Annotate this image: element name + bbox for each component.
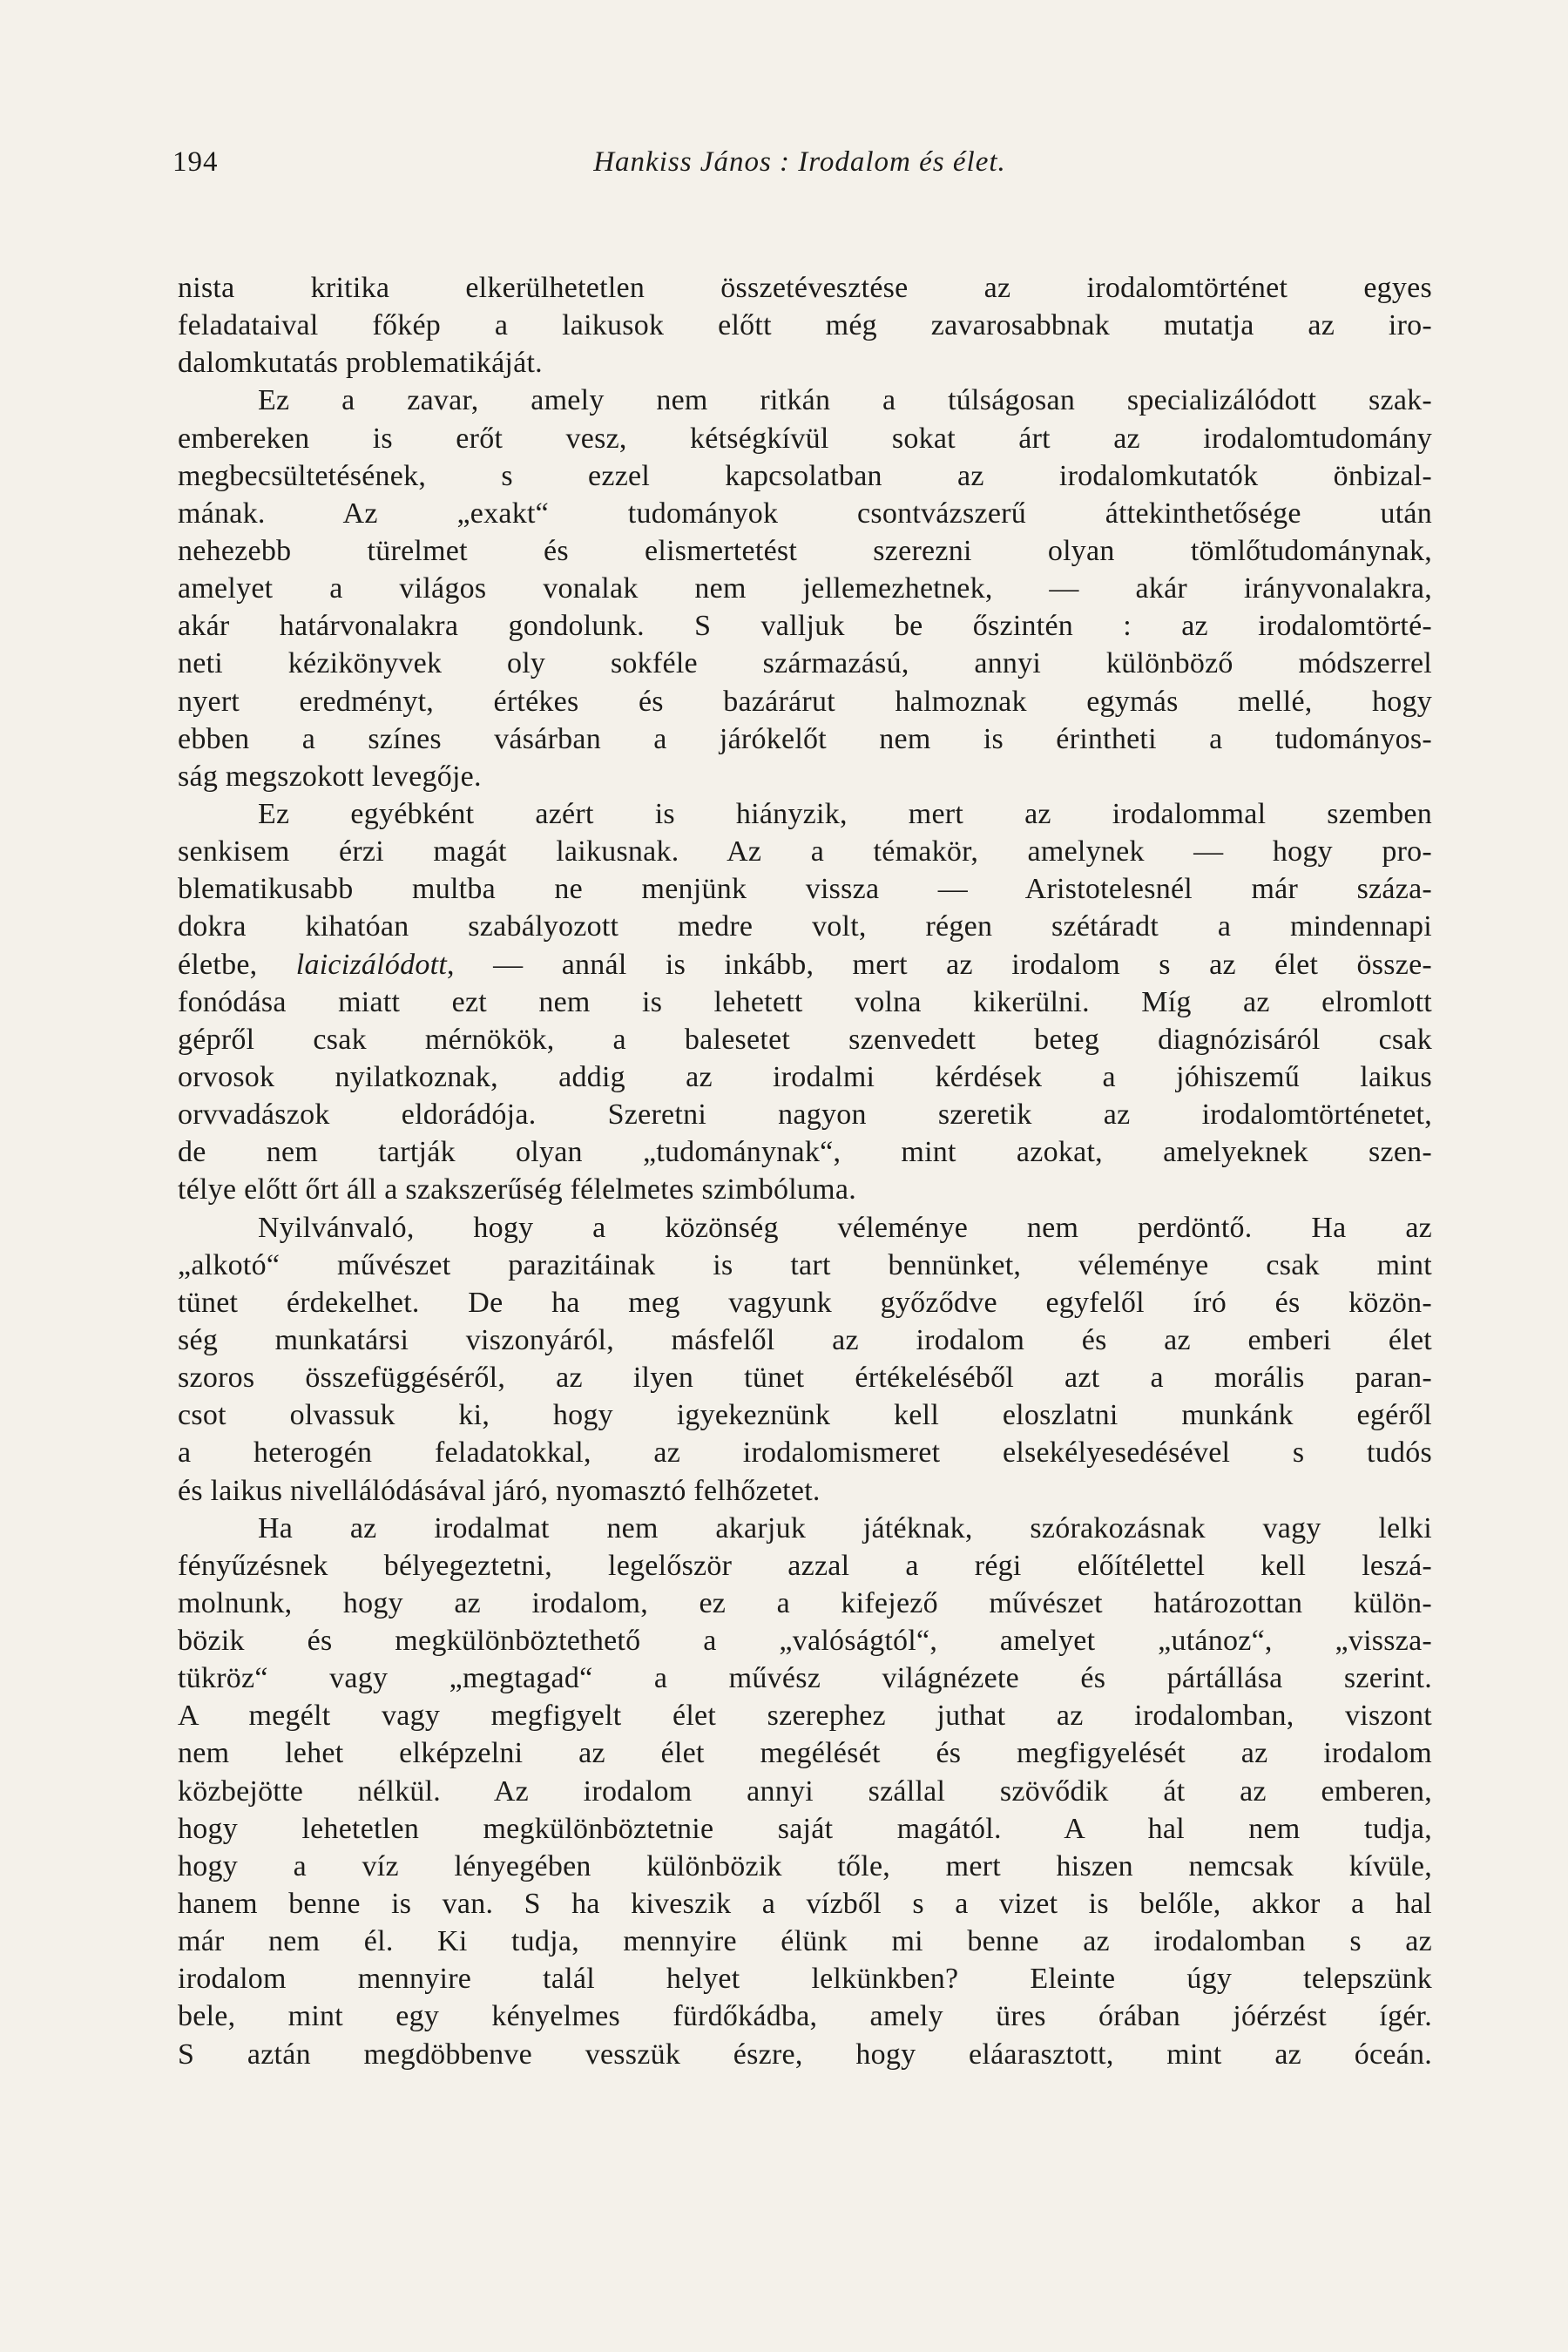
text-line: fényűzésnek bélyegeztetni, legelőször azzal a régi előítélettel kell leszá-: [178, 1549, 1432, 1582]
text-line: nyert eredményt, értékes és bazárárut halmoznak egymás mellé, hogy: [178, 685, 1432, 718]
text-line: amelyet a világos vonalak nem jellemezhetnek, — akár irányvonalakra,: [178, 572, 1432, 605]
text-line: S aztán megdöbbenve vesszük észre, hogy eláarasztott, mint az óceán.: [178, 2038, 1432, 2071]
text-line: irodalom mennyire talál helyet lelkünkben? Eleinte úgy telepszünk: [178, 1963, 1432, 1996]
text-line: ebben a színes vásárban a járókelőt nem is érintheti a tudományos-: [178, 722, 1432, 755]
text-line: hogy lehetetlen megkülönböztetnie saját magától. A hal nem tudja,: [178, 1812, 1432, 1845]
body-text: [178, 269, 1432, 2073]
text-line: nista kritika elkerülhetetlen összetévesztése az irodalomtörténet egyes: [178, 272, 1432, 304]
text-line: orvvadászok eldorádója. Szeretni nagyon szeretik az irodalomtörténetet,: [178, 1098, 1432, 1132]
text-line: bele, mint egy kényelmes fürdőkádba, amely üres órában jóérzést ígér.: [178, 2000, 1432, 2033]
text-line: nehezebb türelmet és elismertetést szerezni olyan tömlőtudománynak,: [178, 534, 1432, 567]
text-line: feladataival főkép a laikusok előtt még zavarosabbnak mutatja az iro-: [178, 309, 1432, 342]
text-line: dokra kihatóan szabályozott medre volt, régen szétáradt a mindennapi: [178, 910, 1432, 943]
page-number: 194: [172, 146, 219, 178]
text-line: már nem él. Ki tudja, mennyire élünk mi benne az irodalomban s az: [178, 1925, 1432, 1958]
text-line: molnunk, hogy az irodalom, ez a kifejező művészet határozottan külön-: [178, 1586, 1432, 1619]
running-title: Hankiss János : Irodalom és élet.: [593, 146, 1006, 178]
text-line: megbecsültetésének, s ezzel kapcsolatban az irodalomkutatók önbizal-: [178, 459, 1432, 492]
text-line: közbejötte nélkül. Az irodalom annyi szállal szövődik át az emberen,: [178, 1774, 1432, 1808]
text-line: gépről csak mérnökök, a balesetet szenvedett beteg diagnózisáról csak: [178, 1023, 1432, 1056]
text-line: neti kézikönyvek oly sokféle származású, annyi különböző módszerrel: [178, 647, 1432, 680]
text-line: fonódása miatt ezt nem is lehetett volna kikerülni. Míg az elromlott: [178, 985, 1432, 1018]
emphasized-word: laicizálódott: [295, 948, 448, 981]
text-line: „alkotó“ művészet parazitáinak is tart bennünket, véleménye csak mint: [178, 1248, 1432, 1281]
text-line: Ha az irodalmat nem akarjuk játéknak, szórakozásnak vagy lelki: [258, 1511, 1432, 1544]
text-line: bözik és megkülönböztethető a „valóságtól“, amelyet „utánoz“, „vissza-: [178, 1625, 1432, 1658]
text-line: akár határvonalakra gondolunk. S valljuk be őszintén : az irodalomtörté-: [178, 610, 1432, 643]
text-line: tünet érdekelhet. De ha meg vagyunk győződve egyfelől író és közön-: [178, 1286, 1432, 1319]
text-line: mának. Az „exakt“ tudományok csontvázszerű áttekinthetősége után: [178, 497, 1432, 530]
text-line: dalomkutatás problematikáját.: [178, 347, 543, 380]
text-line: de nem tartják olyan „tudománynak“, mint azokat, amelyeknek szen-: [178, 1136, 1432, 1169]
text-line: orvosok nyilatkoznak, addig az irodalmi kérdések a jóhiszemű laikus: [178, 1060, 1432, 1093]
text-line: tükröz“ vagy „megtagad“ a művész világnézete és pártállása szerint.: [178, 1662, 1432, 1695]
text-line: ség munkatársi viszonyáról, másfelől az irodalom és az emberi élet: [178, 1323, 1432, 1356]
text-line: hogy a víz lényegében különbözik tőle, mert hiszen nemcsak kívüle,: [178, 1849, 1432, 1882]
text-line: embereken is erőt vesz, kétségkívül sokat árt az irodalomtudomány: [178, 422, 1432, 455]
text-line: Ez a zavar, amely nem ritkán a túlságosan specializálódott szak-: [258, 384, 1432, 417]
text-line: életbe, laicizálódott, — annál is inkább, mert az irodalom s az élet össze-: [178, 948, 1432, 981]
text-line: hanem benne is van. S ha kiveszik a vízből s a vizet is belőle, akkor a hal: [178, 1888, 1432, 1921]
text-line: szoros összefüggéséről, az ilyen tünet értékeléséből azt a morális paran-: [178, 1362, 1432, 1395]
text-line: Ez egyébként azért is hiányzik, mert az irodalommal szemben: [258, 797, 1432, 830]
text-line: A megélt vagy megfigyelt élet szerephez juthat az irodalomban, viszont: [178, 1700, 1432, 1733]
text-line: ság megszokott levegője.: [178, 760, 482, 793]
text-line: nem lehet elképzelni az élet megélését és megfigyelését az irodalom: [178, 1737, 1432, 1770]
text-line: csot olvassuk ki, hogy igyekeznünk kell eloszlatni munkánk egéről: [178, 1399, 1432, 1432]
page-header: [172, 146, 1427, 190]
text-line: a heterogén feladatokkal, az irodalomismeret elsekélyesedésével s tudós: [178, 1436, 1432, 1470]
text-line: Nyilvánvaló, hogy a közönség véleménye nem perdöntő. Ha az: [258, 1211, 1432, 1244]
text-line: blematikusabb multba ne menjünk vissza — Aristotelesnél már száza-: [178, 873, 1432, 906]
text-line: és laikus nivellálódásával járó, nyomasztó felhőzetet.: [178, 1474, 821, 1507]
text-line: télye előtt őrt áll a szakszerűség félelmetes szimbóluma.: [178, 1173, 856, 1206]
text-line: senkisem érzi magát laikusnak. Az a témakör, amelynek — hogy pro-: [178, 835, 1432, 868]
